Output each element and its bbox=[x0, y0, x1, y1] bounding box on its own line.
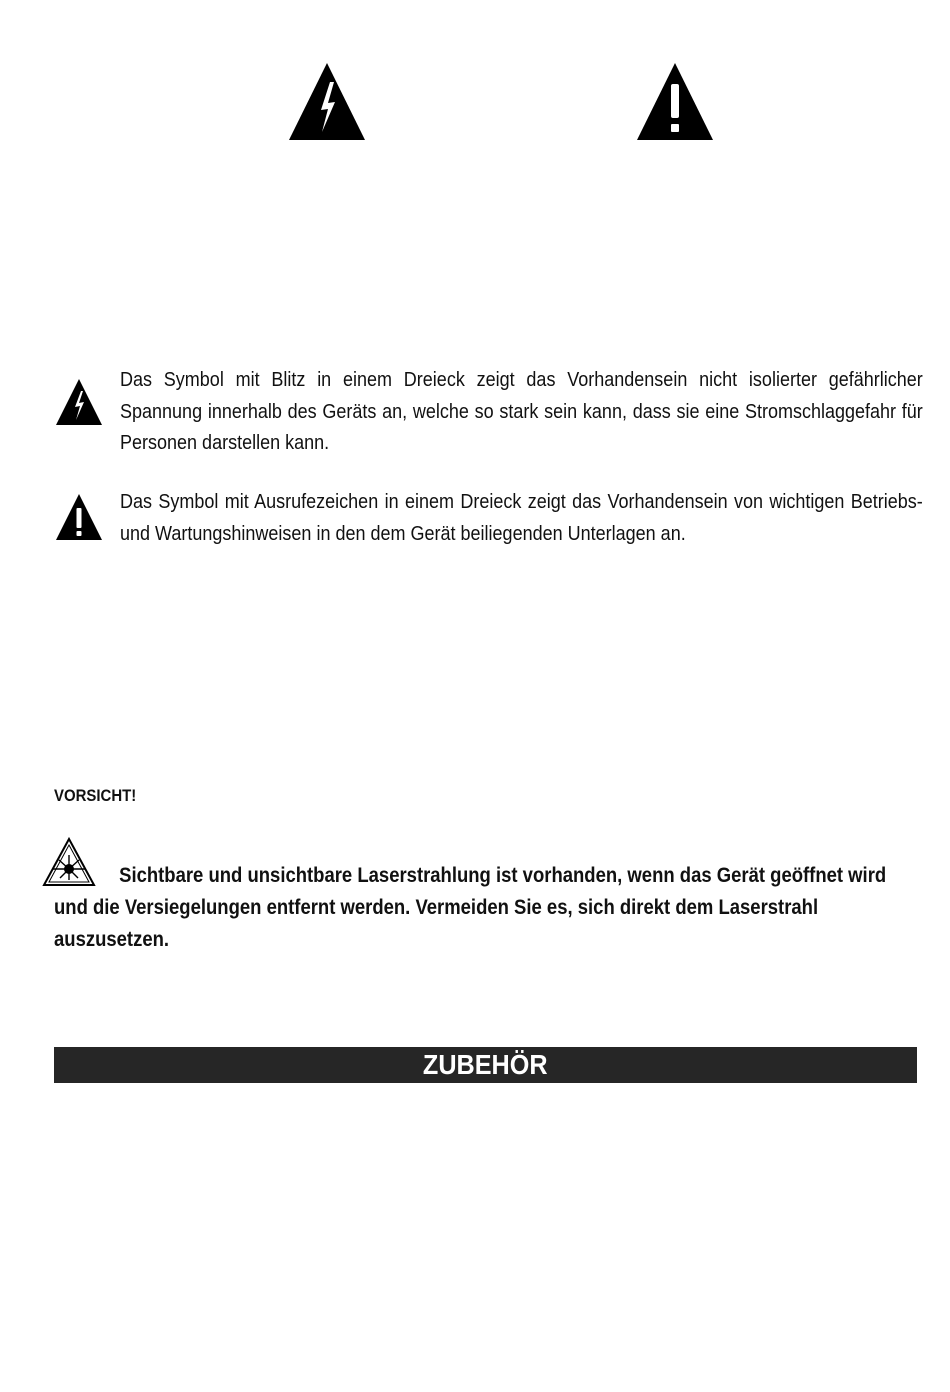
lightning-warning-icon bbox=[54, 377, 104, 427]
lightning-symbol-description: Das Symbol mit Blitz in einem Dreieck zeigt das Vorhandensein nicht isolierter gefährlicher Spannung innerhalb des Geräts an, welche so stark sein kann, dass sie eine Stromschlaggefahr für Personen darstellen kann. bbox=[120, 369, 923, 454]
laser-warning-text: Sichtbare und unsichtbare Laserstrahlung ist vorhanden, wenn das Gerät geöffnet wird und die Versiegelungen entfernt werden. Vermeiden Sie es, sich direkt dem Laserstrahl auszusetzen. bbox=[54, 864, 887, 951]
exclamation-symbol-description: Das Symbol mit Ausrufezeichen in einem Dreieck zeigt das Vorhandensein von wichtigen Betriebs- und Wartungshinweisen in den dem Gerät beiliegenden Unterlagen an. bbox=[120, 491, 923, 545]
section-title: ZUBEHÖR bbox=[423, 1049, 548, 1080]
exclamation-warning-icon bbox=[54, 492, 104, 542]
caution-title: VORSICHT! bbox=[54, 786, 137, 805]
lightning-warning-icon bbox=[286, 58, 368, 144]
exclamation-warning-icon bbox=[634, 58, 716, 144]
section-header-bar bbox=[54, 1047, 917, 1083]
